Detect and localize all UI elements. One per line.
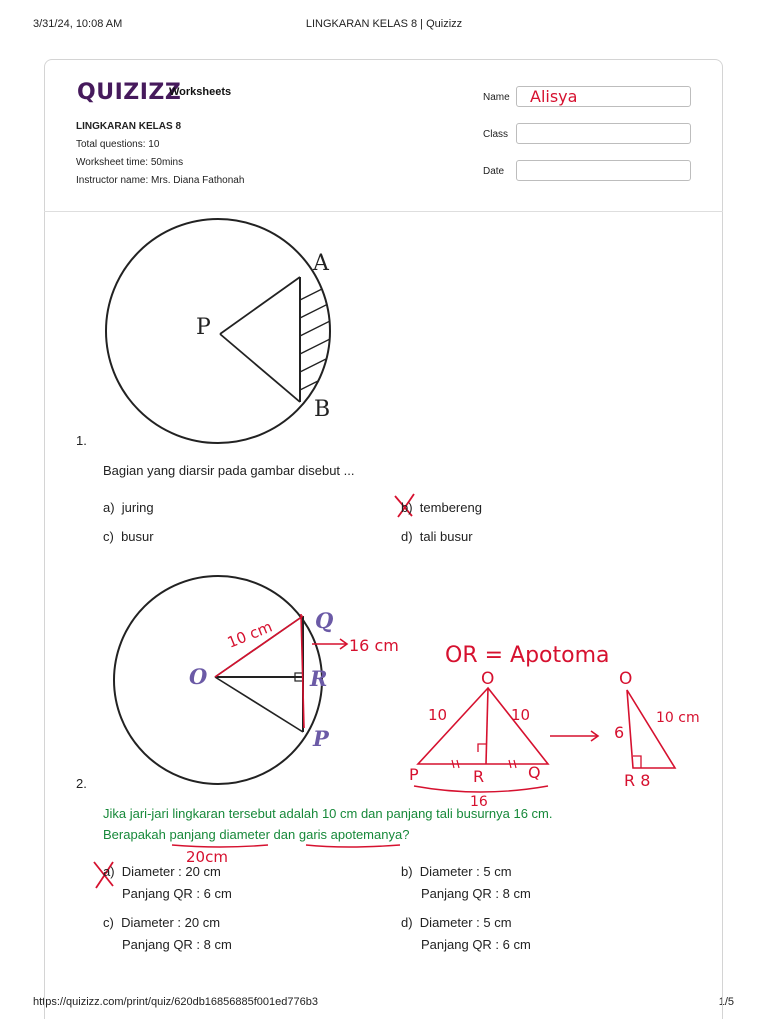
q1-option-c-text: busur — [121, 529, 154, 544]
logo-wordmark: QUIZIZZ — [77, 80, 182, 105]
note-chord: 16 cm — [349, 636, 399, 655]
q1-option-a-letter: a) — [103, 500, 115, 515]
note-tri-r: R — [473, 767, 485, 786]
note-radius: 10 cm — [224, 617, 275, 652]
q2-option-b[interactable] — [401, 864, 512, 879]
name-value: Alisya — [530, 87, 578, 106]
note-triangle — [418, 688, 548, 764]
note-small-left: 6 — [614, 723, 625, 742]
q2-label-q: Q — [315, 608, 334, 633]
note-small-hyp: 10 cm — [656, 710, 700, 726]
q1-option-d[interactable] — [401, 529, 473, 544]
worksheet-time: Worksheet time: 50mins — [76, 157, 184, 168]
note-tri-base: 16 — [470, 794, 488, 810]
note-underline-apotema — [306, 845, 400, 847]
note-tri-top: O — [481, 669, 495, 689]
note-apotema: OR = Apotoma — [445, 643, 610, 668]
q2-label-r: R — [310, 666, 328, 691]
q2-option-d-line2: Panjang QR : 6 cm — [421, 937, 531, 952]
q2-number: 2. — [76, 776, 87, 791]
q2-option-a-line2: Panjang QR : 6 cm — [122, 886, 232, 901]
q1-circle-figure — [106, 219, 332, 443]
q1-label-p: P — [196, 315, 211, 340]
q2-text-line1: Jika jari-jari lingkaran tersebut adalah 10 cm dan panjang tali busurnya 16 cm. — [103, 806, 553, 821]
note-tri-right-side: 10 — [511, 706, 531, 724]
note-small-bottom: R 8 — [624, 771, 651, 790]
q2-option-a[interactable] — [103, 864, 221, 879]
note-diameter: 20cm — [186, 848, 228, 866]
total-questions: Total questions: 10 — [76, 139, 160, 150]
q2-option-c-line1: Diameter : 20 cm — [121, 915, 221, 930]
handwritten-notes — [94, 618, 700, 888]
logo-subtitle: Worksheets — [169, 86, 232, 98]
q1-number: 1. — [76, 433, 87, 448]
print-url: https://quizizz.com/print/quiz/620db16856885f001ed776b3 — [33, 996, 318, 1008]
q1-circle — [106, 219, 330, 443]
q2-option-a-line1: Diameter : 20 cm — [121, 864, 221, 879]
q1-option-b-letter: b) — [401, 500, 413, 515]
q1-label-a: A — [313, 251, 329, 276]
class-label: Class — [483, 129, 509, 140]
note-tri-p: P — [409, 765, 419, 784]
q1-option-b[interactable] — [401, 500, 482, 515]
instructor-name: Instructor name: Mrs. Diana Fathonah — [76, 175, 245, 186]
q2-option-d-line1: Diameter : 5 cm — [419, 915, 512, 930]
print-datetime: 3/31/24, 10:08 AM — [33, 18, 123, 30]
q2-option-c-line2: Panjang QR : 8 cm — [122, 937, 232, 952]
q2-radius-p — [215, 677, 303, 732]
note-small-top: O — [619, 669, 633, 689]
q2-option-b-line2: Panjang QR : 8 cm — [421, 886, 531, 901]
q2-option-d-letter: d) — [401, 915, 413, 930]
q1-radius-a — [220, 277, 300, 334]
print-title: LINGKARAN KELAS 8 | Quizizz — [305, 18, 463, 30]
name-label: Name — [483, 92, 510, 103]
q2-label-o: O — [189, 664, 208, 689]
q1-option-d-letter: d) — [401, 529, 413, 544]
q2-option-c-letter: c) — [103, 915, 114, 930]
q1-shaded-segment — [300, 285, 332, 390]
q1-option-a[interactable] — [103, 500, 154, 515]
q2-circle-figure — [114, 576, 333, 784]
q1-option-c[interactable] — [103, 529, 154, 544]
q1-option-c-letter: c) — [103, 529, 114, 544]
q1-radius-b — [220, 334, 300, 402]
q1-option-d-text: tali busur — [419, 529, 473, 544]
note-tri-q: Q — [528, 763, 541, 782]
q2-option-b-letter: b) — [401, 864, 413, 879]
worksheet-title: LINGKARAN KELAS 8 — [76, 121, 182, 132]
q1-option-a-text: juring — [121, 500, 154, 515]
date-label: Date — [483, 166, 505, 177]
q2-option-d[interactable] — [401, 915, 512, 930]
q1-label-b: B — [314, 397, 331, 422]
q2-text-line2: Berapakah panjang diameter dan garis apotemanya? — [103, 827, 410, 842]
q1-option-b-text: tembereng — [419, 500, 482, 515]
q2-label-p: P — [313, 726, 329, 751]
q2-option-c[interactable] — [103, 915, 220, 930]
q2-circle — [114, 576, 322, 784]
note-tri-left-side: 10 — [428, 706, 448, 724]
q2-option-b-line1: Diameter : 5 cm — [419, 864, 512, 879]
q2-option-a-letter: a) — [103, 864, 115, 879]
note-underline-diameter — [172, 845, 268, 847]
page-number: 1/5 — [718, 996, 734, 1008]
q1-text: Bagian yang diarsir pada gambar disebut ... — [103, 463, 355, 478]
